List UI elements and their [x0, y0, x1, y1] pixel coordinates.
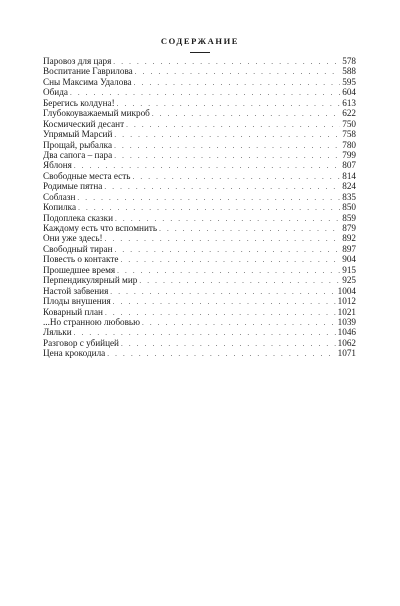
toc-entry-title: Воспитание Гаврилова: [43, 66, 133, 77]
dot-leader: [114, 130, 340, 140]
toc-entry-title: Сны Максима Удалова: [43, 76, 132, 87]
toc-entry: [43, 160, 356, 170]
toc-entry: [43, 202, 356, 212]
toc-entry-title: Берегись колдуна!: [43, 97, 115, 108]
toc-entry-title: Они уже здесь!: [43, 233, 103, 244]
dot-leader: [126, 120, 340, 130]
toc-entry: [43, 338, 356, 348]
toc-entry-title: Глубокоуважаемый микроб: [43, 108, 150, 119]
toc-entry: [43, 192, 356, 202]
toc-entry-page: 1039: [337, 316, 356, 327]
toc-entry-title: Настой забвения: [43, 285, 109, 296]
toc-entry-title: Свободные места есть: [43, 170, 131, 181]
toc-entry-page: 807: [342, 160, 356, 171]
toc-entry-page: 1071: [337, 348, 356, 359]
dot-leader: [132, 172, 340, 182]
dot-leader: [117, 99, 341, 109]
toc-entry-title: Плоды внушения: [43, 296, 111, 307]
dot-leader: [113, 57, 340, 67]
toc-entry-page: 799: [342, 149, 356, 160]
toc-entry-title: Соблазн: [43, 191, 76, 202]
toc-entry: [43, 265, 356, 275]
toc-entry-page: 578: [342, 56, 356, 66]
toc-entry-page: 897: [342, 243, 356, 254]
toc-entry-page: 622: [342, 108, 356, 119]
toc-entry-page: 1046: [337, 327, 356, 338]
toc-entry-title: Каждому есть что вспомнить: [43, 223, 158, 233]
toc-entry-page: 814: [342, 170, 356, 181]
toc-entry-page: 879: [342, 223, 356, 233]
toc-entry: [43, 233, 356, 243]
toc-entry: [43, 171, 356, 181]
dot-leader: [139, 276, 340, 286]
toc-entry-title: Перпендикулярный мир: [43, 275, 138, 286]
toc-entry-title: Копилка: [43, 202, 77, 213]
toc-entry-page: 824: [342, 181, 356, 192]
toc-entry: [43, 244, 356, 254]
toc-entry: [43, 119, 356, 129]
dot-leader: [105, 234, 341, 244]
dot-leader: [134, 78, 341, 88]
toc-entry: [43, 223, 356, 233]
dot-leader: [110, 287, 335, 297]
toc-entry-page: 613: [342, 97, 356, 108]
toc-entry-page: 1062: [337, 337, 356, 348]
toc-entry-page: 892: [342, 233, 356, 244]
toc-entry-title: Прощай, рыбалка: [43, 139, 113, 150]
toc-entry-title: Свободный тиран: [43, 243, 113, 254]
toc-entry-title: ...Но странною любовью: [43, 316, 140, 327]
toc-entry: [43, 254, 356, 264]
toc-entry: [43, 307, 356, 317]
toc-entry-page: 1012: [337, 296, 356, 307]
dot-leader: [121, 339, 336, 349]
toc-entry-page: 835: [342, 191, 356, 202]
toc-entry-page: 595: [342, 76, 356, 87]
dot-leader: [115, 245, 341, 255]
toc-entry-page: 859: [342, 212, 356, 223]
toc-entry-title: Упрямый Марсий: [43, 129, 113, 140]
toc-entry: [43, 348, 356, 358]
toc-entry-title: Космический десант: [43, 118, 125, 129]
toc-entry-title: Прошедшее время: [43, 264, 116, 275]
dot-leader: [107, 349, 335, 359]
toc-entry: [43, 275, 356, 285]
toc-entry: [43, 66, 356, 76]
toc-entry: [43, 213, 356, 223]
toc-entry: [43, 108, 356, 118]
toc-entry-title: Обида: [43, 87, 68, 98]
dot-leader: [78, 203, 340, 213]
dot-leader: [113, 297, 336, 307]
toc-entry-title: Родимые пятна: [43, 181, 103, 192]
toc-entry: [43, 87, 356, 97]
toc-entry-page: 915: [342, 264, 356, 275]
toc-entry-title: Цена крокодила: [43, 348, 106, 359]
dot-leader: [159, 224, 340, 234]
dot-leader: [114, 141, 340, 151]
toc-entry: [43, 286, 356, 296]
toc-entry-page: 1004: [337, 285, 356, 296]
toc-entry-page: 780: [342, 139, 356, 150]
dot-leader: [117, 266, 340, 276]
toc-entry-page: 1021: [337, 306, 356, 317]
toc-entry: [43, 56, 356, 66]
toc-entry-page: 750: [342, 118, 356, 129]
toc-entry-title: Подоплека сказки: [43, 212, 114, 223]
toc-entry: [43, 150, 356, 160]
title-divider: [190, 52, 210, 53]
toc-entry-title: Коварный план: [43, 306, 103, 317]
toc-entry: [43, 98, 356, 108]
toc-entry: [43, 317, 356, 327]
toc-entry-title: Яблоня: [43, 160, 72, 171]
toc-entry-page: 588: [342, 66, 356, 77]
dot-leader: [114, 151, 340, 161]
toc-entry-title: Ляльки: [43, 327, 72, 338]
dot-leader: [104, 182, 340, 192]
dot-leader: [135, 67, 340, 77]
toc-entry-title: Паровоз для царя: [43, 56, 112, 66]
toc-entry: [43, 327, 356, 337]
toc-entry: [43, 181, 356, 191]
toc-entry-title: Два сапога – пара: [43, 149, 113, 160]
toc-entry-title: Разговор с убийцей: [43, 337, 119, 348]
dot-leader: [120, 255, 340, 265]
toc-entry-page: 925: [342, 275, 356, 286]
toc-entry-title: Повесть о контакте: [43, 254, 119, 265]
toc-entry-page: 758: [342, 129, 356, 140]
dot-leader: [142, 318, 336, 328]
toc-entry: [43, 129, 356, 139]
toc-entry-page: 850: [342, 202, 356, 213]
table-of-contents: [43, 56, 356, 359]
toc-entry-page: 904: [342, 254, 356, 265]
toc-entry: [43, 77, 356, 87]
dot-leader: [77, 193, 340, 203]
page-title: СОДЕРЖАНИЕ: [160, 36, 240, 46]
toc-entry: [43, 140, 356, 150]
toc-entry: [43, 296, 356, 306]
toc-entry-page: 604: [342, 87, 356, 98]
dot-leader: [152, 109, 340, 119]
